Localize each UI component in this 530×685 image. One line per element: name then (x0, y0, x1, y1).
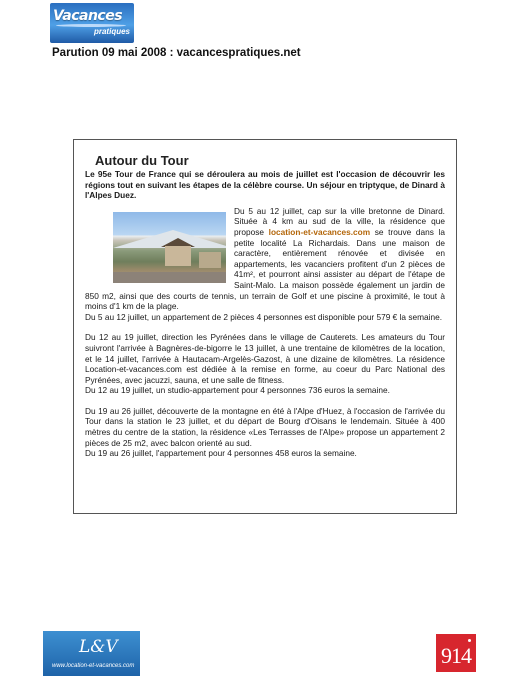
agency-logo-text: 914 (441, 643, 471, 668)
logo-subtext: pratiques (93, 27, 130, 36)
article-title: Autour du Tour (95, 153, 189, 168)
lv-logo-url: www.location-et-vacances.com (52, 663, 135, 669)
price-alpe-huez: Du 19 au 26 juillet, l'appartement pour 4 personnes 458 euros la semaine. (85, 448, 357, 459)
mountain-resort-photo (113, 212, 226, 283)
agency-914-logo (436, 634, 476, 672)
lv-logo-text: L&V (79, 637, 118, 657)
article-lead: Le 95e Tour de France qui se déroulera au mois de juillet est l'occasion de découvrir les régions tout en suivant les étapes de la célèbre course. Un séjour en triptyque, de Dinard à l'Alpes Duez. (85, 169, 445, 201)
publication-line: Parution 09 mai 2008 : vacancespratiques.net (52, 47, 301, 59)
article (85, 153, 445, 459)
logo-text: Vacances (53, 8, 123, 24)
location-et-vacances-link[interactable]: location-et-vacances.com (268, 226, 371, 237)
paragraph-dinard: Du 5 au 12 juillet, cap sur la ville bretonne de Dinard. Située à 4 km au sud de la ville, la résidence que propose location-et-vacances.com se trouve dans la petite localité La Richardais. Dans une maison de caractère, entièrement rénovée et divisée en appartements, les vacanciers profitent d'un 2 pièces de 41m², et pourront ainsi assister au départ de l'étape de Saint-Malo. La maison possède également un jardin de 850 m2, ainsi que des courts de tennis, un terrain de Golf et une piscine à proximité, le tout à moins d'1 km de la plage. (85, 205, 445, 312)
article-section-dinard (85, 206, 445, 323)
paragraph-cauterets: Du 12 au 19 juillet, direction les Pyrénées dans le village de Cauterets. Les amateurs du Tour suivront l'arrivée à Bagnères-de-bigorre le 13 juillet, à une trentaine de kilomètres de la location, et le 14 juillet, l'arrivée à Hautacam-Argelès-Gazost, à une dizaine de kilomètres. La résidence Location-et-vacances.com est dédiée à la remise en forme, au coeur du Parc National des Pyrénées, avec jacuzzi, sauna, et une salle de fitness. (85, 332, 445, 385)
price-cauterets: Du 12 au 19 juillet, un studio-appartement pour 4 personnes 736 euros la semaine. (85, 385, 390, 396)
paragraph-alpe-huez: Du 19 au 26 juillet, découverte de la montagne en été à l'Alpe d'Huez, à l'occasion de l'arrivée du Tour dans la station le 23 juillet, et du départ de Bourg d'Oisans le lendemain. Située à 400 mètres du centre de la station, la résidence «Les Terrasses de l'Alpe» propose un appartement 2 pièces de 25 m2, avec balcon orienté au sud. (85, 405, 445, 448)
location-et-vacances-logo (43, 631, 140, 676)
price-dinard: Du 5 au 12 juillet, un appartement de 2 pièces 4 personnes est disponible pour 579 € la semaine. (85, 311, 443, 322)
vacances-pratiques-logo (50, 3, 134, 43)
